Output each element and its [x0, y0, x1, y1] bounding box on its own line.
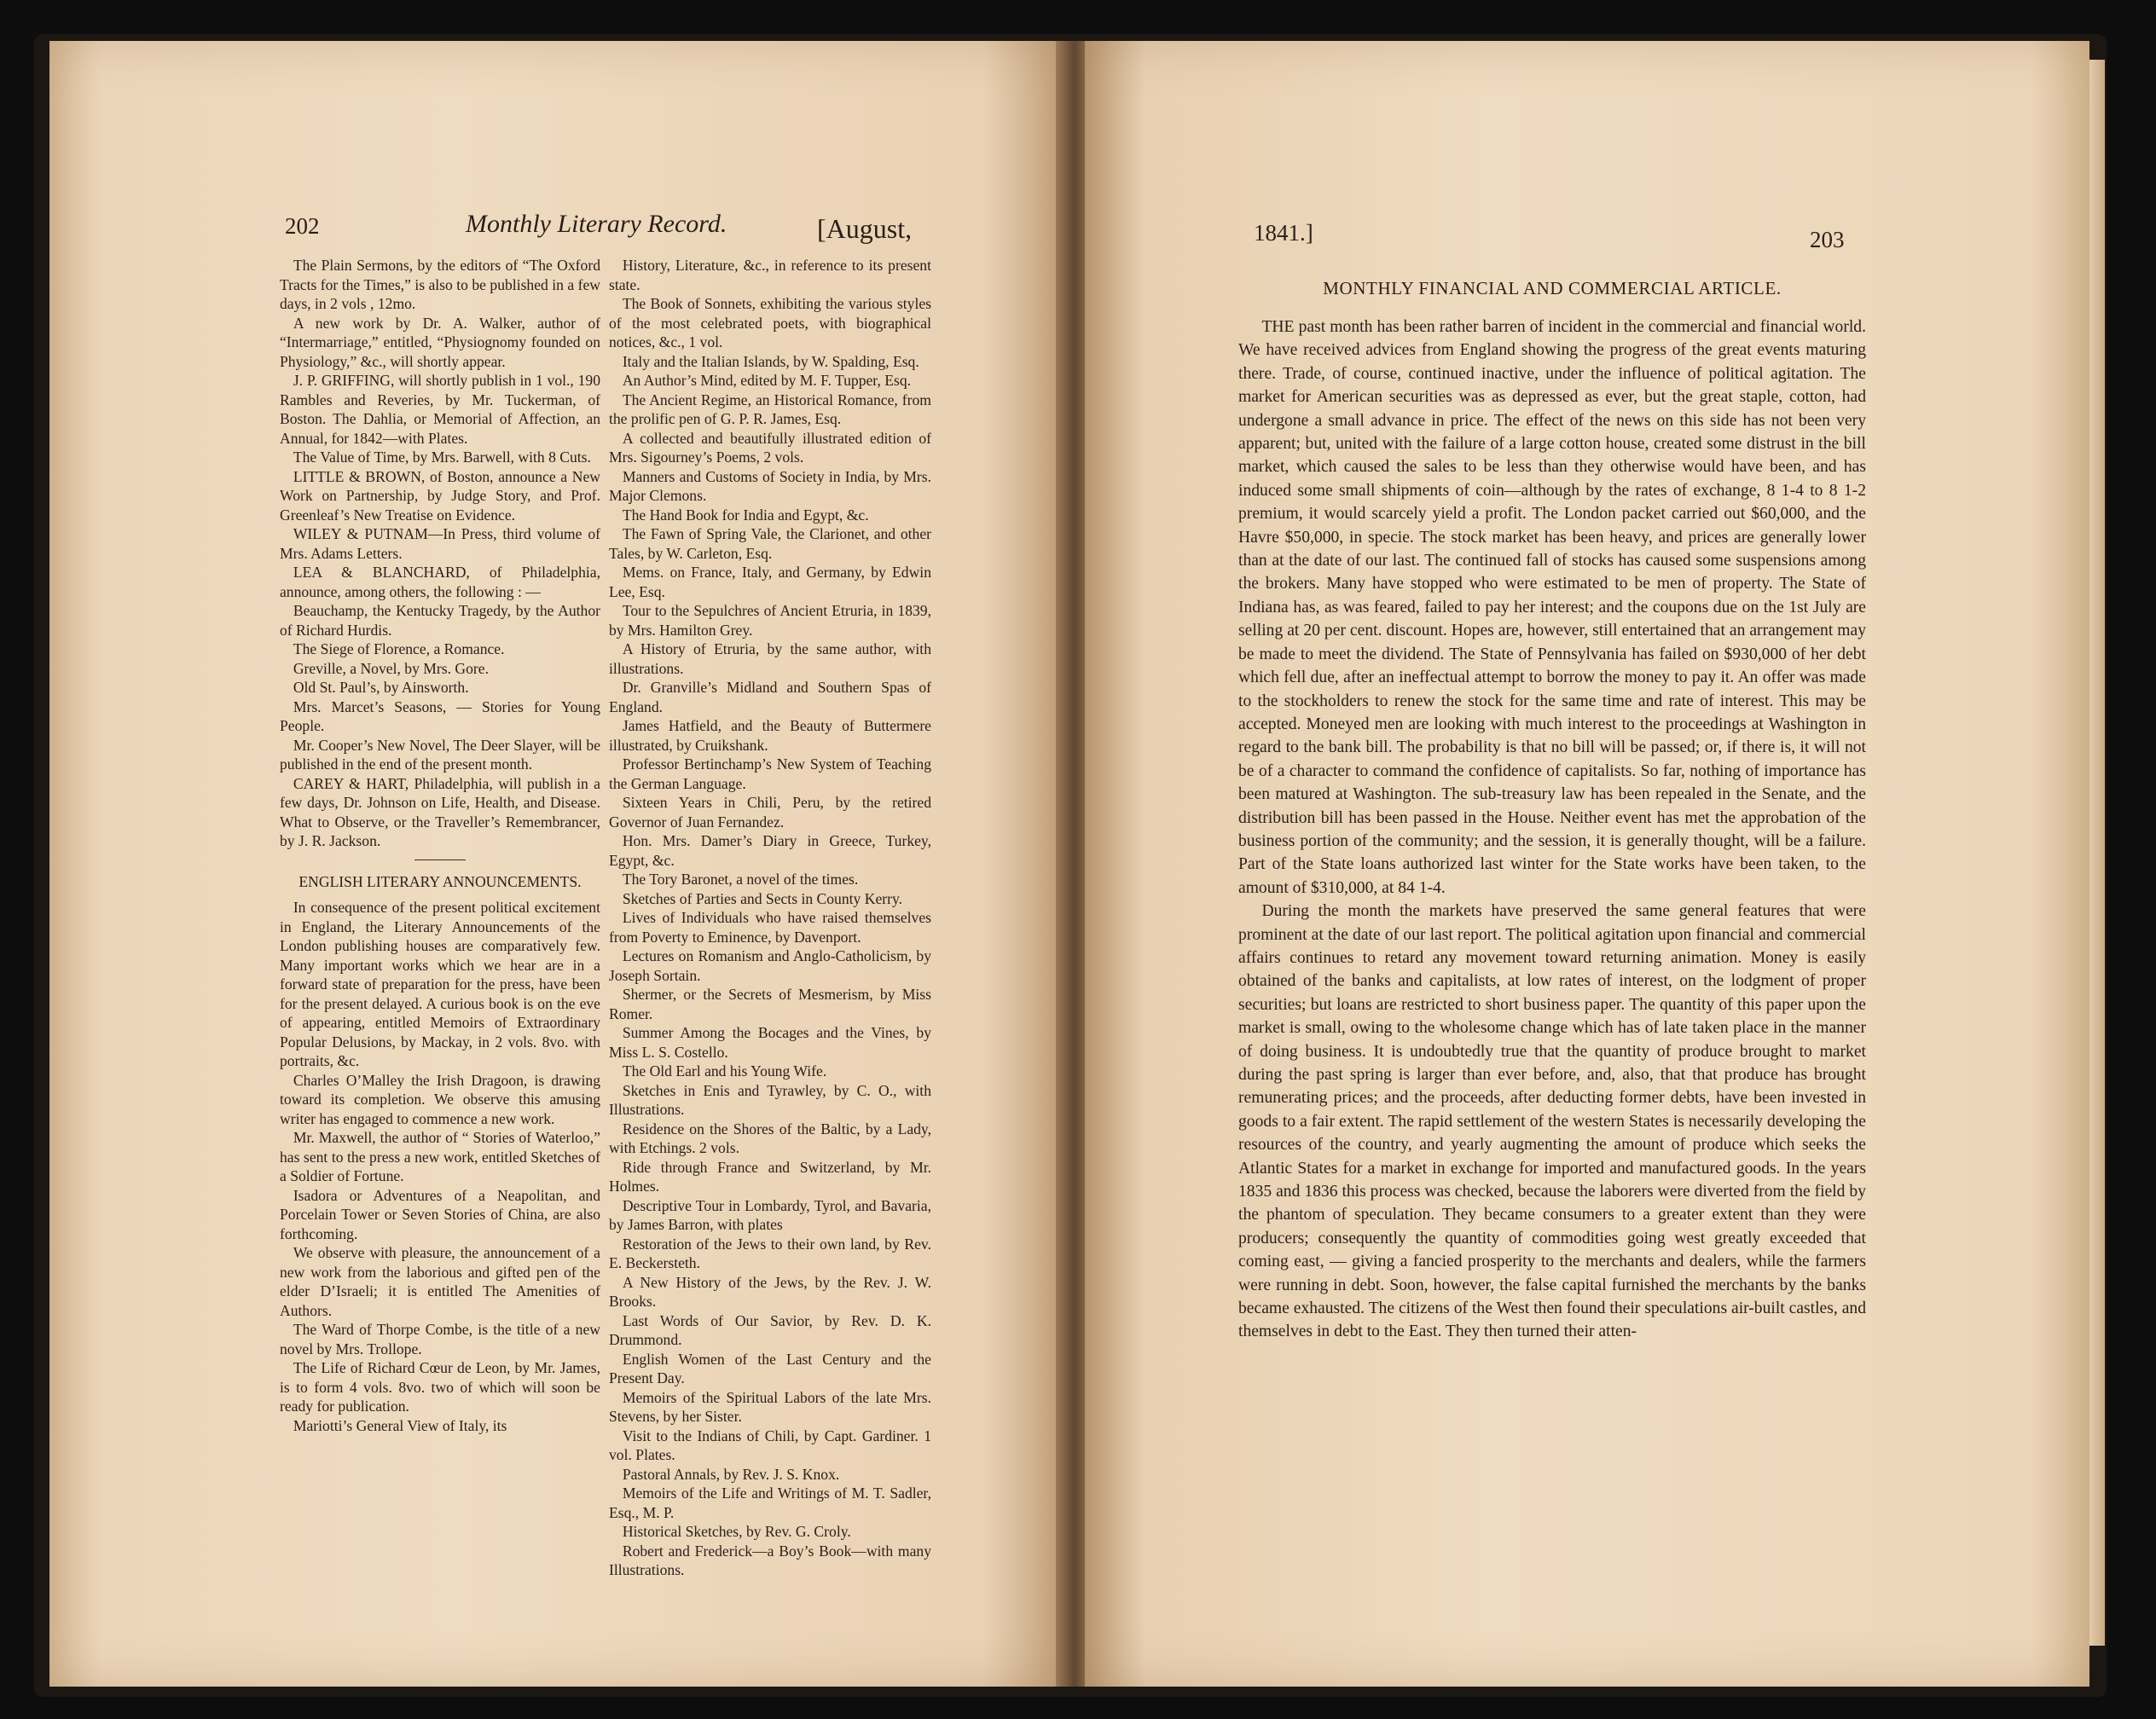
announcement-paragraph: We observe with pleasure, the announcement of a new work from the laborious and gifted pen of the elder D’Israeli; it is entitled The Amenities of Authors. [280, 1244, 600, 1319]
announcement-item: Sketches of Parties and Sects in County Kerry. [622, 889, 903, 907]
announcement-item: The Value of Time, by Mrs. Barwell, with 8 Cuts. [293, 449, 591, 466]
announcement-item: Restoration of the Jews to their own land, by Rev. E. Beckersteth. [609, 1235, 931, 1271]
announcement-item: Memoirs of the Spiritual Labors of the late Mrs. Stevens, by her Sister. [609, 1388, 931, 1425]
announcement-item: The Ancient Regime, an Historical Romance, from the prolific pen of G. P. R. James, Esq. [609, 391, 931, 427]
announcement-item: Italy and the Italian Islands, by W. Spalding, Esq. [622, 352, 919, 370]
article-title: MONTHLY FINANCIAL AND COMMERCIAL ARTICLE. [1323, 278, 1782, 298]
announcement-item: A History of Etruria, by the same author, with illustrations. [609, 640, 931, 677]
announcement-item: Last Words of Our Savior, by Rev. D. K. Drummond. [609, 1311, 931, 1348]
announcement-item: James Hatfield, and the Beauty of Buttermere illustrated, by Cruikshank. [609, 717, 931, 754]
announcement-item: Historical Sketches, by Rev. G. Croly. [622, 1523, 851, 1540]
section-heading: ENGLISH LITERARY ANNOUNCEMENTS. [298, 872, 582, 890]
announcement-item: The Hand Book for India and Egypt, &c. [622, 506, 869, 524]
announcement-list-continued [609, 256, 931, 1580]
announcement-item: Visit to the Indians of Chili, by Capt. Gardiner. 1 vol. Plates. [609, 1427, 931, 1463]
announcement-item: J. P. GRIFFING, will shortly publish in 1 vol., 190 Rambles and Reveries, by Mr. Tuckerman, of Boston. The Dahlia, or Memorial of Affection, an Annual, for 1842—with Plates. [280, 372, 600, 447]
announcement-item: The Plain Sermons, by the editors of “The Oxford Tracts for the Times,” is also to be published in a few days, in 2 vols , 12mo. [280, 257, 600, 312]
announcement-item: The Old Earl and his Young Wife. [622, 1062, 827, 1079]
announcement-item: A collected and beautifully illustrated edition of Mrs. Sigourney’s Poems, 2 vols. [609, 429, 931, 466]
announcement-item: The Book of Sonnets, exhibiting the various styles of the most celebrated poets, with biographical notices, &c., 1 vol. [609, 295, 931, 350]
announcement-item: An Author’s Mind, edited by M. F. Tupper, Esq. [622, 372, 912, 389]
announcement-item: LITTLE & BROWN, of Boston, announce a New Work on Partnership, by Judge Story, and Prof. Greenleaf’s New Treatise on Evidence. [280, 467, 600, 524]
article-body [1238, 315, 1866, 1344]
right-page-number: 203 [1810, 227, 1845, 252]
announcement-list [280, 256, 600, 851]
left-date-bracket: [August, [817, 213, 913, 244]
announcement-item: Lectures on Romanism and Anglo-Catholicism, by Joseph Sortain. [609, 947, 931, 984]
announcement-item: Hon. Mrs. Damer’s Diary in Greece, Turkey, Egypt, &c. [609, 832, 931, 869]
right-year-heading: 1841.] [1254, 220, 1313, 246]
announcement-item: Greville, a Novel, by Mrs. Gore. [293, 659, 489, 677]
announcement-item: A new work by Dr. A. Walker, author of “Intermarriage,” entitled, “Physiognomy founded on Physiology,” &c., will shortly appear. [280, 314, 600, 370]
announcement-item: A New History of the Jews, by the Rev. J. W. Brooks. [609, 1273, 931, 1310]
announcement-paragraph: Mr. Maxwell, the author of “ Stories of Waterloo,” has sent to the press a new work, entitled Sketches of a Soldier of Fortune. [280, 1129, 600, 1184]
announcement-paragraph: Mariotti’s General View of Italy, its [293, 1416, 507, 1434]
announcement-item: The Fawn of Spring Vale, the Clarionet, and other Tales, by W. Carleton, Esq. [609, 525, 931, 562]
announcement-item: Summer Among the Bocages and the Vines, by Miss L. S. Costello. [609, 1024, 931, 1061]
announcement-paragraph: The Ward of Thorpe Combe, is the title of a new novel by Mrs. Trollope. [280, 1321, 600, 1357]
left-running-title: Monthly Literary Record. [466, 210, 727, 238]
announcement-item: Descriptive Tour in Lombardy, Tyrol, and Bavaria, by James Barron, with plates [609, 1196, 931, 1233]
announcement-item: Dr. Granville’s Midland and Southern Spas of England. [609, 679, 931, 715]
announcement-item: Ride through France and Switzerland, by Mr. Holmes. [609, 1158, 931, 1195]
announcement-item: Manners and Customs of Society in India, by Mrs. Major Clemons. [609, 467, 931, 504]
announcement-item: Tour to the Sepulchres of Ancient Etruria, in 1839, by Mrs. Hamilton Grey. [609, 602, 931, 639]
announcement-item: Sixteen Years in Chili, Peru, by the retired Governor of Juan Fernandez. [609, 794, 931, 831]
left-column-2 [609, 256, 931, 1580]
announcement-item: The Tory Baronet, a novel of the times. [622, 871, 859, 888]
announcement-item: History, Literature, &c., in reference to its present state. [609, 257, 931, 293]
announcement-item: Mems. on France, Italy, and Germany, by Edwin Lee, Esq. [609, 564, 931, 600]
article-paragraph: THE past month has been rather barren of incident in the commercial and financial world. We have received advices from England showing the progress of the great events maturing there. Trade, of course, continued inactive, under the influence of political agitation. The market for American securities was as depressed as ever, but the great staple, cotton, had undergone a small advance in price. The effect of the news on this side has not been very apparent; but, united with the failure of a large cotton house, created some distrust in the bill market, which caused the sales to be less than they otherwise would have been, and has induced some small shipments of coin—although by the rates of exchange, 8 1-4 to 8 1-2 premium, it would scarcely yield a profit. The London packet carried out $60,000, and the Havre $50,000, in specie. The stock market has been heavy, and prices are generally lower than at the date of our last. The continued fall of stocks has caused some suspensions among the brokers. Many have stopped who were estimated to be men of property. The State of Indiana has, as was feared, failed to pay her interest; and the coupons due on the 1st July are selling at 20 per cent. discount. Hopes are, however, still entertained that an arrangement may be made to meet the dividend. The State of Pennsylvania has failed on $930,000 of her debt which fell due, after an ineffectual attempt to borrow the money to pay it. An offer was made to the stockholders to renew the stock for the same time and rate of interest. This may be accepted. Moneyed men are looking with much interest to the proceedings at Washington in regard to the bank bill. The probability is that no bill will be passed; or, if there is, it will not be of a character to command the confidence of capitalists. So far, nothing of importance has been matured at Washington. The sub-treasury law has been repealed in the Senate, and the distribution bill has been passed in the House. Neither event has met the approbation of the business portion of the community; and the session, it is generally thought, will be a failure. Part of the State loans authorized last winter for the State works have been taken, to the amount of $310,000, at 84 1-4. [1238, 318, 1866, 897]
announcement-item: Lives of Individuals who have raised themselves from Poverty to Eminence, by Davenport. [609, 909, 931, 946]
announcement-item: CAREY & HART, Philadelphia, will publish in a few days, Dr. Johnson on Life, Health, and Disease. What to Observe, or the Traveller’s Remembrancer, by J. R. Jackson. [280, 774, 600, 849]
article-paragraph: During the month the markets have preserved the same general features that were prominent at the date of our last report. The political agitation upon financial and commercial affairs continues to retard any movement toward returning animation. Money is easily obtained of the banks and capitalists, at low rates of interest, on the lodgment of proper securities; but loans are restricted to short business paper. The quantity of this paper upon the market is small, owing to the wholesome change which has of late taken place in the manner of doing business. It is undoubtedly true that the quantity of produce brought to market during the past spring is larger than ever before, and, also, that that produce has brought remunerating prices; and the proceeds, after deducting former debts, have been invested in goods to a fair extent. The rapid settlement of the western States is necessarily developing the resources of the country, and yearly augmenting the amount of produce which seeks the Atlantic States for a market in exchange for imported and manufactured goods. In the years 1835 and 1836 this process was checked, because the laborers were diverted from the field by the phantom of speculation. They became consumers to a greater extent than they were producers; consequently the quantity of commodities going west greatly exceeded that coming east, — giving a fancied prosperity to the merchants and dealers, while the farmers were running in debt. Soon, however, the false capital furnished the merchants by the banks became exhausted. The citizens of the West then found their speculations air-built castles, and themselves in debt to the East. They then turned their atten- [1238, 902, 1866, 1341]
announcement-item: Pastoral Annals, by Rev. J. S. Knox. [622, 1465, 840, 1483]
announcement-item: Beauchamp, the Kentucky Tragedy, by the Author of Richard Hurdis. [280, 602, 600, 639]
announcement-paragraph: Isadora or Adventures of a Neapolitan, and Porcelain Tower or Seven Stories of China, are also forthcoming. [280, 1186, 600, 1242]
announcement-item: WILEY & PUTNAM—In Press, third volume of Mrs. Adams Letters. [280, 525, 600, 562]
announcement-item: Mr. Cooper’s New Novel, The Deer Slayer, will be published in the end of the present month. [280, 736, 600, 773]
left-column-1 [280, 256, 600, 1435]
announcement-item: Old St. Paul’s, by Ainsworth. [293, 679, 469, 696]
announcement-item: Sketches in Enis and Tyrawley, by C. O., with Illustrations. [609, 1081, 931, 1118]
english-announcements-list [280, 898, 600, 1435]
announcement-paragraph: In consequence of the present political excitement in England, the Literary Announcements of the London publishing houses are comparatively few. Many important works which we hear are in a forward state of preparation for the press, have been for the present delayed. A curious book is on the eve of appearing, entitled Memoirs of Extraordinary Popular Delusions, by Mackay, in 2 vols. 8vo. with portraits, &c. [280, 899, 600, 1069]
announcement-item: Memoirs of the Life and Writings of M. T. Sadler, Esq., M. P. [609, 1485, 931, 1521]
announcement-paragraph: Charles O’Malley the Irish Dragoon, is drawing toward its completion. We observe this amusing writer has engaged to commence a new work. [280, 1071, 600, 1127]
announcement-item: Mrs. Marcet’s Seasons, — Stories for Young People. [280, 697, 600, 734]
announcement-item: Shermer, or the Secrets of Mesmerism, by Miss Romer. [609, 986, 931, 1022]
left-page-number: 202 [285, 213, 320, 239]
announcement-item: Professor Bertinchamp’s New System of Teaching the German Language. [609, 755, 931, 792]
announcement-item: Residence on the Shores of the Baltic, by a Lady, with Etchings. 2 vols. [609, 1120, 931, 1156]
announcement-item: LEA & BLANCHARD, of Philadelphia, announce, among others, the following : — [280, 564, 600, 600]
announcement-item: English Women of the Last Century and the Present Day. [609, 1350, 931, 1386]
announcement-paragraph: The Life of Richard Cœur de Leon, by Mr. James, is to form 4 vols. 8vo. two of which will soon be ready for publication. [280, 1359, 600, 1415]
announcement-item: The Siege of Florence, a Romance. [293, 640, 505, 657]
announcement-item: Robert and Frederick—a Boy’s Book—with many Illustrations. [609, 1542, 931, 1578]
